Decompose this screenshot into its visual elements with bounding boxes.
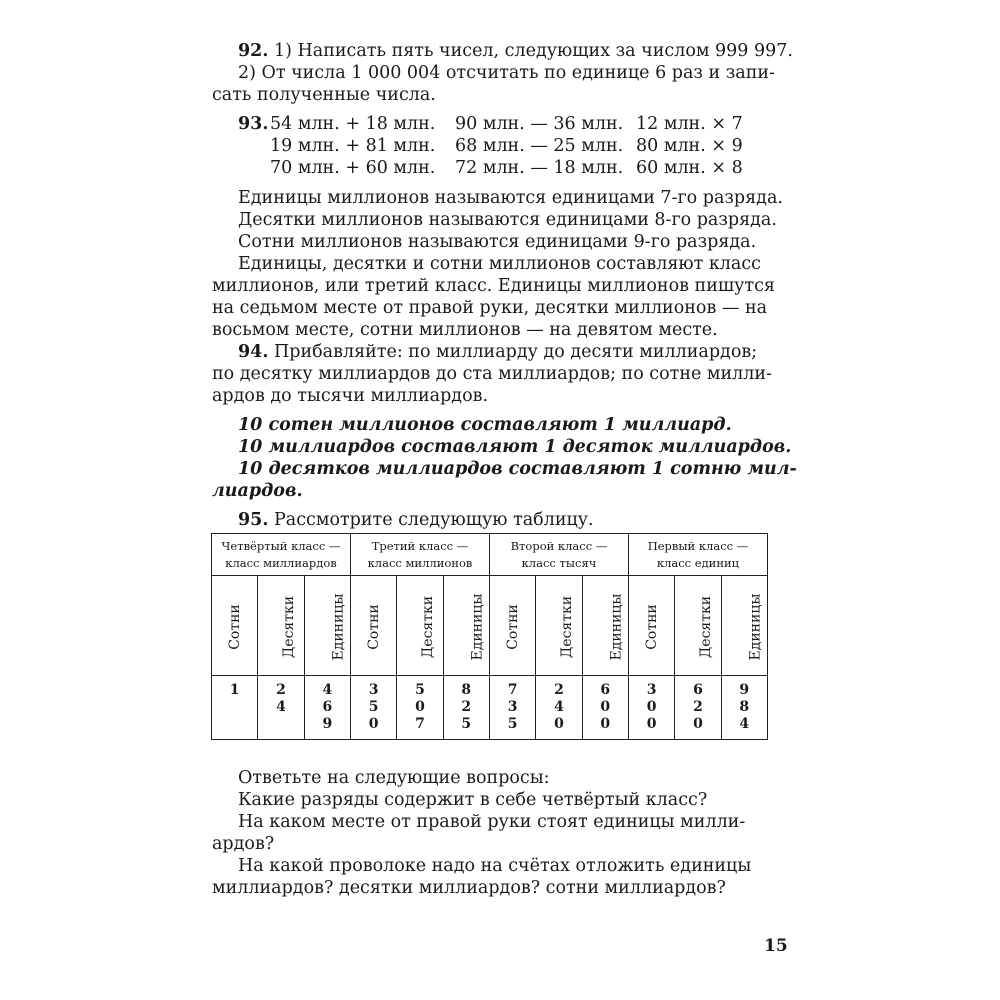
ex93-number: 93. [238, 114, 269, 134]
value-row [212, 676, 768, 740]
ex95-number: 95. [238, 510, 269, 530]
value-cell: 3 0 0 [628, 676, 674, 740]
class-header: Четвёртый класс — класс миллиардов [212, 534, 351, 576]
ex94-line1: 94. Прибавляйте: по миллиарду до десяти миллиардов; [238, 342, 758, 362]
ex93-cell: 19 млн. + 81 млн. [270, 136, 436, 156]
rank-header: Десятки [258, 576, 304, 676]
rank-header: Десятки [536, 576, 582, 676]
question-line: Ответьте на следующие вопросы: [238, 768, 550, 788]
rank-header: Сотни [212, 576, 258, 676]
ex92-line1: 92. 1) Написать пять чисел, следующих за числом 999 997. [238, 41, 793, 61]
rank-header: Десятки [675, 576, 721, 676]
value-cell: 7 3 5 [489, 676, 535, 740]
rank-header: Единицы [304, 576, 350, 676]
rule-line: 10 миллиардов составляют 1 десяток миллиардов. [238, 437, 792, 457]
ex93-cell: 90 млн. — 36 млн. [455, 114, 624, 134]
value-cell: 3 5 0 [350, 676, 396, 740]
value-cell: 9 8 4 [721, 676, 767, 740]
rank-header: Сотни [628, 576, 674, 676]
ex92-line2: 2) От числа 1 000 004 отсчитать по единице 6 раз и запи- [238, 63, 775, 83]
theory-line: на седьмом месте от правой руки, десятки миллионов — на [212, 298, 768, 318]
ex93-cell: 12 млн. × 7 [636, 114, 743, 134]
theory-line: Сотни миллионов называются единицами 9-го разряда. [238, 232, 757, 252]
question-line: Какие разряды содержит в себе четвёртый класс? [238, 790, 708, 810]
rank-header: Единицы [443, 576, 489, 676]
ex93-cell: 68 млн. — 25 млн. [455, 136, 624, 156]
value-cell: 6 0 0 [582, 676, 628, 740]
question-line: ардов? [212, 834, 275, 854]
ex92-number: 92. [238, 41, 269, 61]
rank-header: Сотни [489, 576, 535, 676]
rule-line: лиардов. [212, 481, 303, 501]
ex94-number: 94. [238, 342, 269, 362]
ex93-cell: 54 млн. + 18 млн. [270, 114, 436, 134]
question-line: На какой проволоке надо на счётах отложить единицы [238, 856, 752, 876]
theory-line: миллионов, или третий класс. Единицы миллионов пишутся [212, 276, 775, 296]
rank-header: Сотни [350, 576, 396, 676]
page-number: 15 [764, 936, 788, 956]
ex93-cell: 80 млн. × 9 [636, 136, 743, 156]
value-cell: 2 4 0 [536, 676, 582, 740]
rule-line: 10 десятков миллиардов составляют 1 сотню мил- [238, 459, 797, 479]
question-line: миллиардов? десятки миллиардов? сотни миллиардов? [212, 878, 726, 898]
place-value-table [211, 533, 768, 740]
ex94-line3: ардов до тысячи миллиардов. [212, 386, 489, 406]
value-cell: 6 2 0 [675, 676, 721, 740]
class-header: Третий класс — класс миллионов [350, 534, 489, 576]
value-cell: 2 4 [258, 676, 304, 740]
value-cell: 1 [212, 676, 258, 740]
rank-header-row [212, 576, 768, 676]
theory-line: Единицы, десятки и сотни миллионов составляют класс [238, 254, 761, 274]
value-cell: 5 0 7 [397, 676, 443, 740]
ex94-line2: по десятку миллиардов до ста миллиардов; по сотне милли- [212, 364, 772, 384]
class-header-row [212, 534, 768, 576]
theory-line: Единицы миллионов называются единицами 7-го разряда. [238, 188, 783, 208]
theory-line: восьмом месте, сотни миллионов — на девятом месте. [212, 320, 718, 340]
class-header: Первый класс — класс единиц [628, 534, 767, 576]
ex92-line3: сать полученные числа. [212, 85, 436, 105]
class-header: Второй класс — класс тысяч [489, 534, 628, 576]
ex95-line: 95. Рассмотрите следующую таблицу. [238, 510, 594, 530]
rank-header: Единицы [721, 576, 767, 676]
rank-header: Десятки [397, 576, 443, 676]
ex93-cell: 70 млн. + 60 млн. [270, 158, 436, 178]
rank-header: Единицы [582, 576, 628, 676]
ex93-cell: 60 млн. × 8 [636, 158, 743, 178]
rule-line: 10 сотен миллионов составляют 1 миллиард. [238, 415, 732, 435]
value-cell: 4 6 9 [304, 676, 350, 740]
ex93-cell: 72 млн. — 18 млн. [455, 158, 624, 178]
theory-line: Десятки миллионов называются единицами 8-го разряда. [238, 210, 777, 230]
question-line: На каком месте от правой руки стоят единицы милли- [238, 812, 746, 832]
value-cell: 8 2 5 [443, 676, 489, 740]
